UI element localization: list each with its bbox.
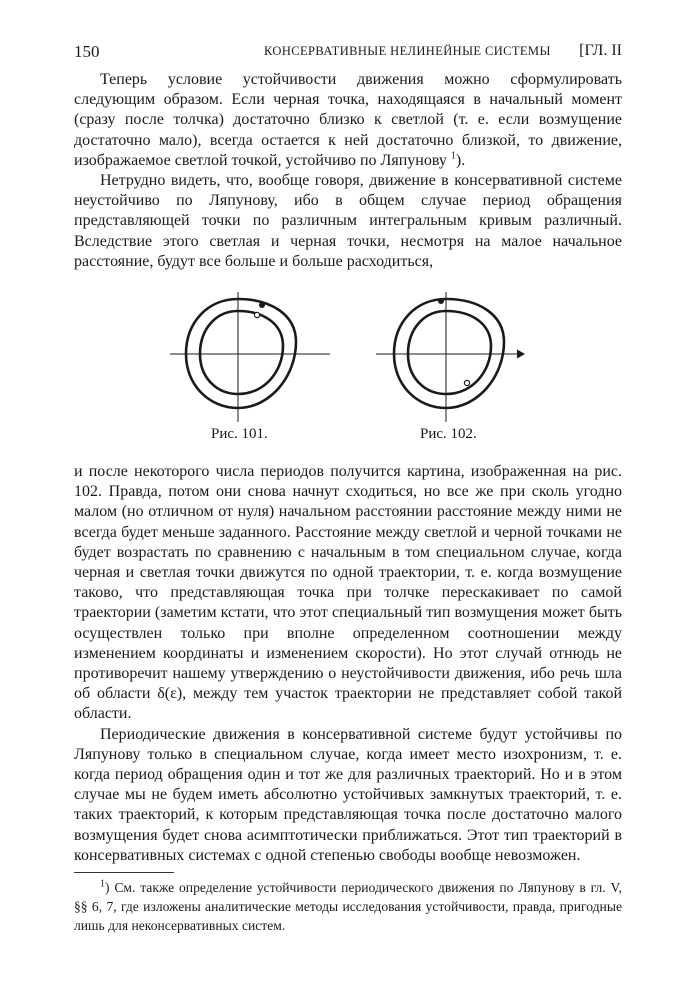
footnote-mark: 1: [100, 878, 105, 890]
figures-diagram: [0, 290, 682, 430]
figure-102: [376, 292, 524, 422]
footnote: [74, 879, 622, 935]
page-number: 150: [74, 42, 100, 61]
fig101-inner-trajectory: [200, 311, 283, 394]
text-block-top: [74, 70, 622, 272]
paragraph-3: и после некоторого числа периодов получится картина, изображенная на рис. 102. Правда, потом они снова начнут сходиться, но все же при сколь угодно малом (но отличном от нуля) начальном расстоянии расстояние между ними не всегда будет меньше заданного. Расстояние между светлой и черной точками не будет возрастать по сравнению с начальным в том специальном случае, когда черная и светлая точки движутся по одной траектории, т. е. когда возмущение таково, что представляющая точка при толчке перескакивает по самой траектории (заметим кстати, что этот специальный тип возмущения может быть осуществлен только при вполне определенном соотношении между изменением координаты и изменением скорости). Но этот случай отнюдь не противоречит нашему утверждению о неустойчивости движения, ибо речь шла об области δ(ε), между тем участок траектории не представляет собой такой области.: [74, 463, 622, 723]
paragraph-4: Периодические движения в консервативной системе будут устойчивы по Ляпунову только в специальном случае, когда имеет место изохронизм, т. е. когда период обращения один и тот же для различных траекторий. Но и в этом случае мы не будем иметь абсолютно устойчивых замкнутых траекторий, т. е. таких траекторий, к которым представляющая точка после достаточно малого возмущения будет снова асимптотически приближаться. Этот тип траекторий в консервативных системах с одной степенью свободы вообще невозможен.: [74, 725, 622, 864]
fig101-caption: Рис. 101.: [211, 426, 268, 442]
text-block-bottom: [74, 462, 622, 866]
fig102-inner-trajectory: [408, 311, 491, 394]
paragraph-2: Нетрудно видеть, что, вообще говоря, движение в консервативной системе неустойчиво по Ляпунову, ибо в общем случае период обращения представляющей точки по различным интегральным кривым различный. Вследствие этого светлая и черная точки, несмотря на малое начальное расстояние, будут все больше и больше расходиться,: [74, 172, 622, 270]
figure-101: [170, 292, 330, 422]
footnote-ref: 1: [450, 150, 456, 162]
chapter-label: [ГЛ. II: [579, 42, 622, 59]
fig102-caption: Рис. 102.: [420, 426, 477, 442]
footnote-paragraph: [74, 879, 622, 935]
fig102-axis-arrow: [517, 350, 524, 358]
page-header: [74, 42, 622, 64]
footnote-text: ) См. также определение устойчивости периодического движения по Ляпунову в гл. V, §§ 6, 7, где изложены аналитические методы исследования устойчивости, правда, пригодные лишь для неконсервативных систем.: [74, 880, 622, 933]
paragraph-1: [74, 70, 622, 171]
paragraph-1-end: ).: [455, 151, 466, 169]
running-title: КОНСЕРВАТИВНЫЕ НЕЛИНЕЙНЫЕ СИСТЕМЫ: [264, 44, 551, 58]
footnote-divider: [74, 872, 174, 873]
fig102-black-point: [438, 298, 444, 304]
fig102-light-point: [464, 380, 469, 385]
fig101-black-point: [259, 302, 265, 308]
paragraph-1-text: Теперь условие устойчивости движения можно сформулировать следующим образом. Если черная точка, находящаяся в начальный момент (сразу после толчка) достаточно близко к светлой (т. е. если возмущение достаточно мало), всегда остается к ней достаточно близкой, то движение, изображаемое светлой точкой, устойчиво по Ляпунову: [74, 71, 622, 169]
fig101-light-point: [254, 312, 259, 317]
